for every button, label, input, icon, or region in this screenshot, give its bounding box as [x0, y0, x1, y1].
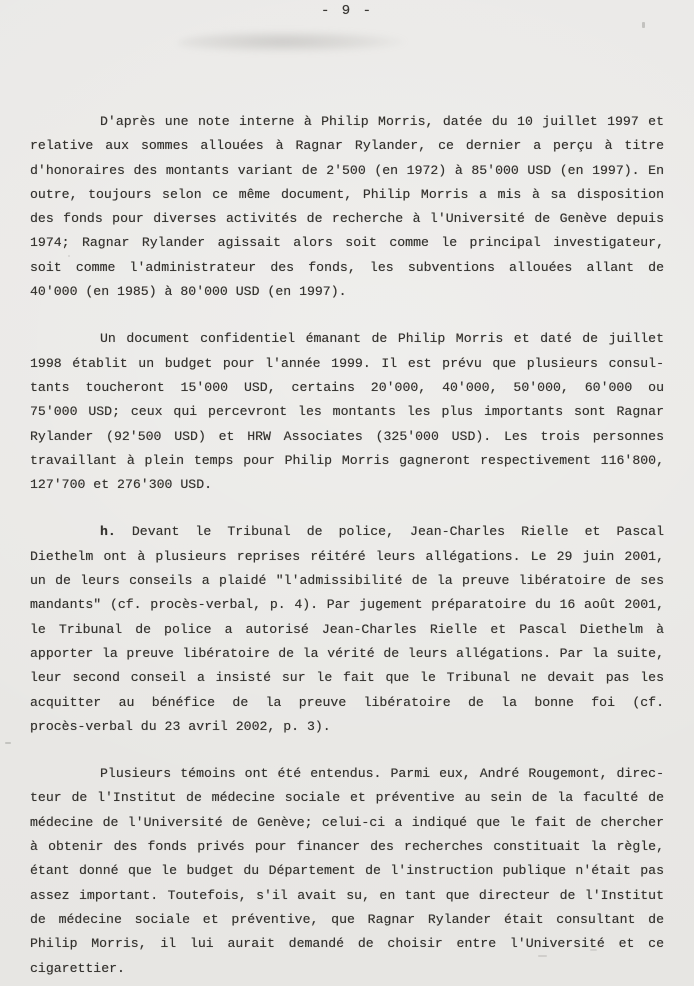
text-line: médecine de l'Université de Genève; celui-ci a indiqué que le fait de chercher	[30, 814, 664, 830]
erased-smudge-artifact	[178, 30, 440, 56]
text-line: à obtenir des fonds privés pour financer des recherches constituait la règle,	[30, 839, 664, 855]
scan-speck	[5, 742, 11, 744]
text-line: relative aux sommes allouées à Ragnar Rylander, ce dernier a perçu à titre	[30, 138, 664, 154]
text-line: outre, toujours selon ce même document, Philip Morris a mis à sa disposition	[30, 186, 664, 202]
text-line: 75'000 USD; ceux qui percevront les montants les plus importants sont Ragnar	[30, 404, 664, 420]
text-line: étant donné que le budget du Département de l'instruction publique n'était pas	[30, 863, 664, 879]
paragraph-budget-1999	[30, 327, 664, 497]
paragraph-tribunal-de-police	[30, 520, 664, 739]
text-line: mandants" (cf. procès-verbal, p. 4). Par jugement préparatoire du 16 août 2001,	[30, 597, 664, 613]
text-line: cigarettier.	[30, 960, 125, 976]
text-line: acquitter au bénéfice de la preuve libératoire de la bonne foi (cf.	[30, 694, 664, 710]
scan-speck	[642, 22, 645, 28]
text-line: 1998 établit un budget pour l'année 1999. Il est prévu que plusieurs consul-	[30, 355, 664, 371]
text-line: Rylander (92'500 USD) et HRW Associates (325'000 USD). Les trois personnes	[30, 428, 664, 444]
text-line: des fonds pour diverses activités de recherche à l'Université de Genève depuis	[30, 211, 664, 227]
text-line: travaillant à plein temps pour Philip Morris gagneront respectivement 116'800,	[30, 452, 664, 468]
text-line: 1974; Ragnar Rylander agissait alors soit comme le principal investigateur,	[30, 235, 664, 251]
text-line: apporter la preuve libératoire de la vérité de leurs allégations. Par la suite,	[30, 645, 664, 661]
text-line: Un document confidentiel émanant de Philip Morris et daté de juillet	[100, 331, 664, 347]
text-line: 127'700 et 276'300 USD.	[30, 477, 213, 493]
text-line: Philip Morris, il lui aurait demandé de choisir entre l'Université et ce	[30, 936, 664, 952]
paragraph-philip-morris-note	[30, 110, 664, 304]
text-line: d'honoraires des montants variant de 2'500 (en 1972) à 85'000 USD (en 1997). En	[30, 162, 664, 178]
paragraph-temoins	[30, 762, 664, 981]
page-number: - 9 -	[320, 3, 373, 19]
section-letter: h.	[100, 524, 116, 540]
document-paragraphs	[30, 110, 664, 981]
text-line: assez important. Toutefois, s'il avait su, en tant que directeur de l'Institut	[30, 887, 664, 903]
text-line: soit comme l'administrateur des fonds, les subventions allouées allant de	[30, 259, 664, 275]
text-line: leur second conseil a insisté sur le fait que le Tribunal ne devait pas les	[30, 670, 664, 686]
text-line: de médecine sociale et préventive, que Ragnar Rylander était consultant de	[30, 911, 664, 927]
text-line: Plusieurs témoins ont été entendus. Parmi eux, André Rougemont, direc-	[100, 766, 664, 782]
text-line: tants toucheront 15'000 USD, certains 20'000, 40'000, 50'000, 60'000 ou	[30, 379, 664, 395]
text-line: D'après une note interne à Philip Morris, datée du 10 juillet 1997 et	[100, 114, 664, 129]
text-line: Diethelm ont à plusieurs reprises réitéré leurs allégations. Le 29 juin 2001,	[30, 548, 664, 564]
text-line: 40'000 (en 1985) à 80'000 USD (en 1997).	[30, 284, 347, 300]
text-line: teur de l'Institut de médecine sociale et préventive au sein de la faculté de	[30, 790, 664, 806]
text-line: un de leurs conseils a plaidé "l'admissibilité de la preuve libératoire de ses	[30, 573, 664, 589]
text-line: procès-verbal du 23 avril 2002, p. 3).	[30, 718, 331, 734]
text-line: le Tribunal de police a autorisé Jean-Charles Rielle et Pascal Diethelm à	[30, 621, 664, 637]
text-line: h. Devant le Tribunal de police, Jean-Charles Rielle et Pascal	[100, 524, 664, 540]
